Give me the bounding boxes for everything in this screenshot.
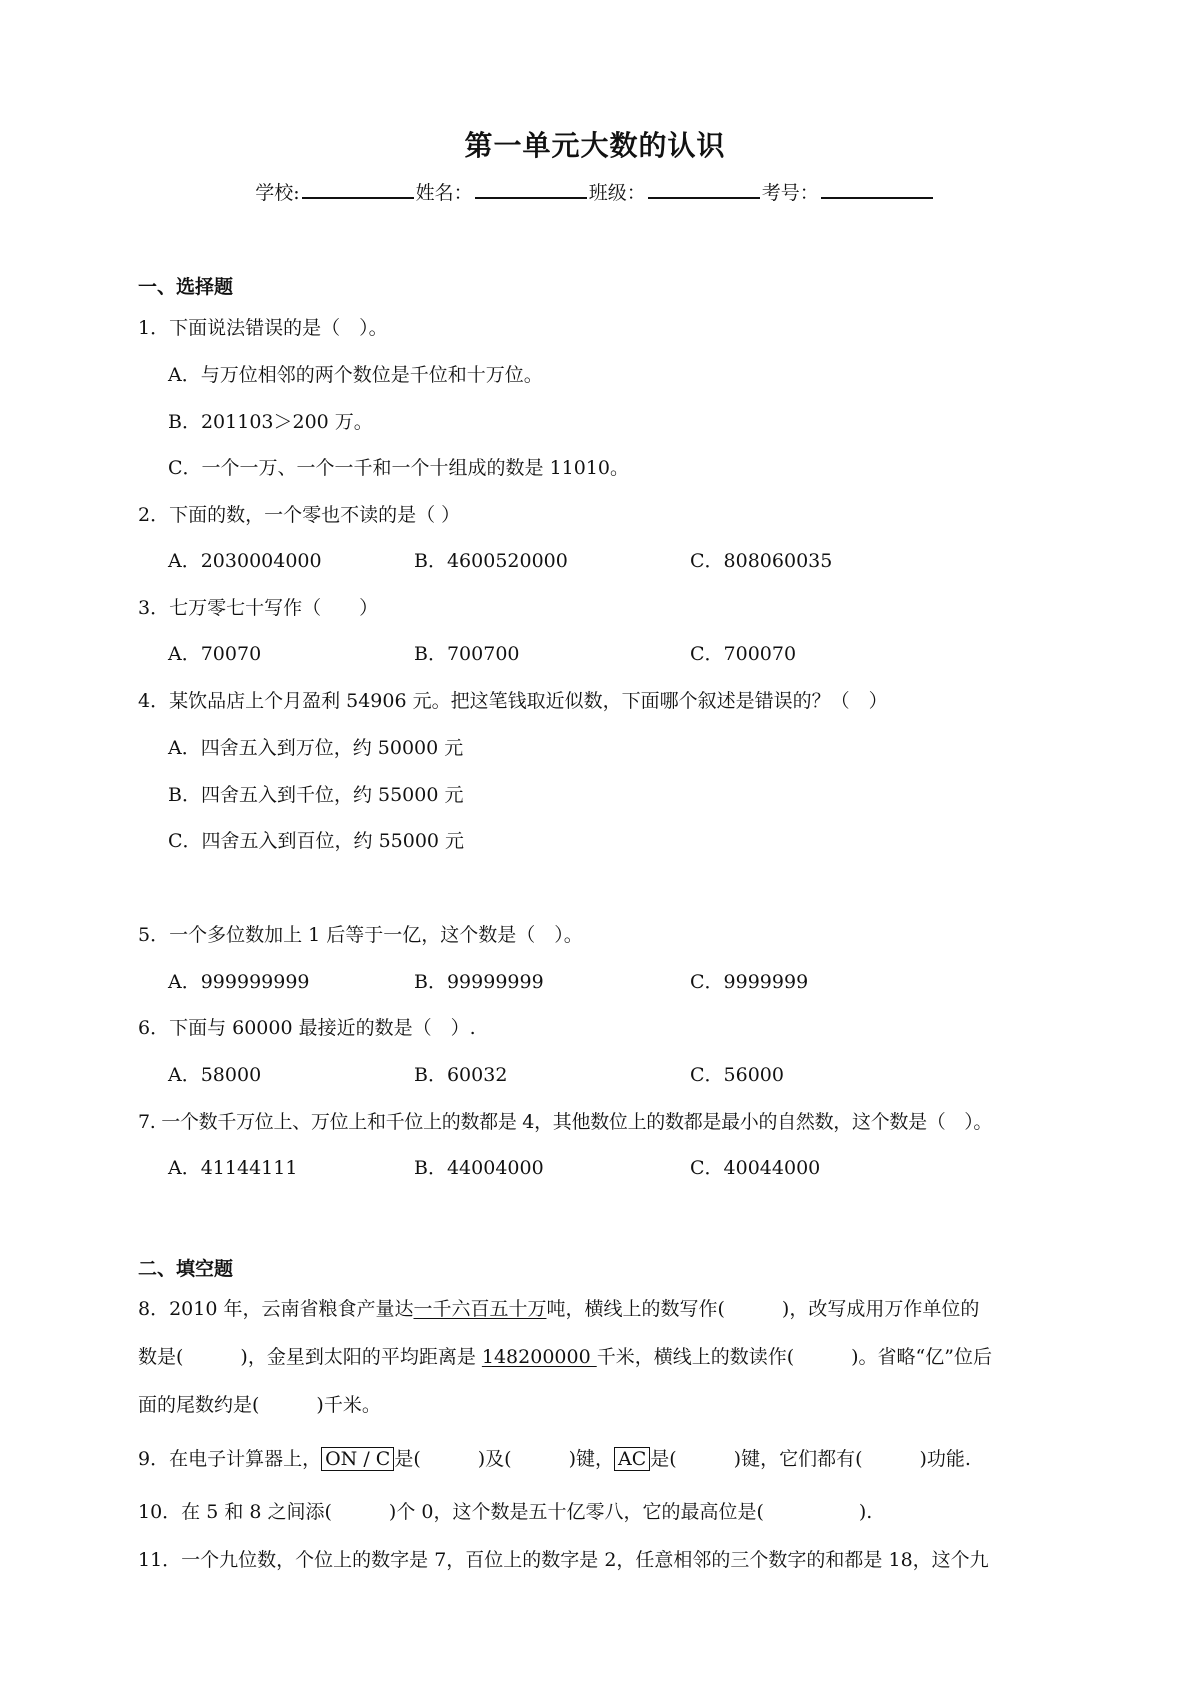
question-1-stem: 1．下面说法错误的是（ ）。: [138, 317, 388, 339]
question-4-stem: 4．某饮品店上个月盈利 54906 元。把这笔钱取近似数，下面哪个叙述是错误的？（ ）: [138, 690, 888, 712]
question-8-line-1: [138, 1294, 979, 1321]
section-heading-fill-in: 二、填空题: [138, 1258, 234, 1280]
question-9-text: 9．在电子计算器上，: [138, 1448, 322, 1470]
question-5-option-b[interactable]: B．99999999: [414, 971, 544, 993]
class-blank[interactable]: [648, 181, 760, 199]
question-2-option-a[interactable]: A．2030004000: [168, 550, 322, 572]
name-label: 姓名：: [415, 182, 473, 204]
on-c-key: ON / C: [321, 1447, 394, 1471]
question-5-stem: 5．一个多位数加上 1 后等于一亿，这个数是（ ）。: [138, 924, 583, 946]
question-6-option-a[interactable]: A．58000: [168, 1064, 262, 1086]
question-7-option-b[interactable]: B．44004000: [414, 1157, 544, 1179]
question-5-option-c[interactable]: C．9999999: [690, 971, 809, 993]
question-8-text: 数是( )，金星到太阳的平均距离是: [138, 1346, 482, 1368]
question-6-option-b[interactable]: B．60032: [414, 1064, 508, 1086]
question-3-stem: 3．七万零七十写作（ ）: [138, 597, 379, 619]
exam-no-blank[interactable]: [821, 181, 933, 199]
name-blank[interactable]: [475, 181, 587, 199]
school-label: 学校:: [255, 182, 300, 204]
page-title: 第一单元大数的认识: [464, 129, 726, 162]
question-4-option-c[interactable]: C．四舍五入到百位，约 55000 元: [168, 830, 465, 852]
student-info-line: [0, 178, 1190, 205]
question-3-option-c[interactable]: C．700070: [690, 643, 797, 665]
question-1-option-b[interactable]: B．201103＞200 万。: [168, 411, 373, 433]
question-8-underlined-number: 148200000: [481, 1346, 597, 1368]
question-4-option-a[interactable]: A．四舍五入到万位，约 50000 元: [168, 737, 464, 759]
question-1-option-a[interactable]: A．与万位相邻的两个数位是千位和十万位。: [168, 364, 543, 386]
question-8-line-2: [138, 1342, 992, 1369]
question-8-text: 千米，横线上的数读作( )。省略“亿”位后: [596, 1346, 992, 1368]
question-5-option-a[interactable]: A．999999999: [168, 971, 310, 993]
question-8-underlined-number: 一千六百五十万: [413, 1298, 547, 1320]
question-6-option-c[interactable]: C．56000: [690, 1064, 784, 1086]
question-9: [138, 1444, 971, 1471]
question-2-option-b[interactable]: B．4600520000: [414, 550, 568, 572]
section-heading-choice: 一、选择题: [138, 276, 234, 298]
question-3-option-b[interactable]: B．700700: [414, 643, 520, 665]
question-8-text: 8．2010 年，云南省粮食产量达: [138, 1298, 414, 1320]
question-6-stem: 6．下面与 60000 最接近的数是（ ）.: [138, 1017, 476, 1039]
question-9-text: 是( )键，它们都有( )功能.: [650, 1448, 971, 1470]
exam-no-label: 考号：: [761, 182, 819, 204]
question-7-stem: 7. 一个数千万位上、万位上和千位上的数都是 4，其他数位上的数都是最小的自然数，这个数是（ ）。: [138, 1111, 993, 1133]
question-4-option-b[interactable]: B．四舍五入到千位，约 55000 元: [168, 784, 464, 806]
ac-key: AC: [614, 1447, 650, 1471]
class-label: 班级：: [588, 182, 646, 204]
school-blank[interactable]: [302, 181, 414, 199]
question-3-option-a[interactable]: A．70070: [168, 643, 262, 665]
question-2-option-c[interactable]: C．808060035: [690, 550, 833, 572]
question-1-option-c[interactable]: C．一个一万、一个一千和一个十组成的数是 11010。: [168, 457, 630, 479]
question-10: 10．在 5 和 8 之间添( )个 0，这个数是五十亿零八，它的最高位是( ).: [138, 1501, 873, 1523]
question-8-text: 吨，横线上的数写作( )，改写成用万作单位的: [546, 1298, 980, 1320]
question-2-stem: 2．下面的数，一个零也不读的是（ ）: [138, 504, 461, 526]
question-11: 11．一个九位数，个位上的数字是 7，百位上的数字是 2，任意相邻的三个数字的和都是 18，这个九: [138, 1549, 989, 1571]
question-7-option-c[interactable]: C．40044000: [690, 1157, 821, 1179]
question-8-line-3: 面的尾数约是( )千米。: [138, 1394, 381, 1416]
question-9-text: 是( )及( )键，: [394, 1448, 614, 1470]
question-7-option-a[interactable]: A．41144111: [168, 1157, 298, 1179]
